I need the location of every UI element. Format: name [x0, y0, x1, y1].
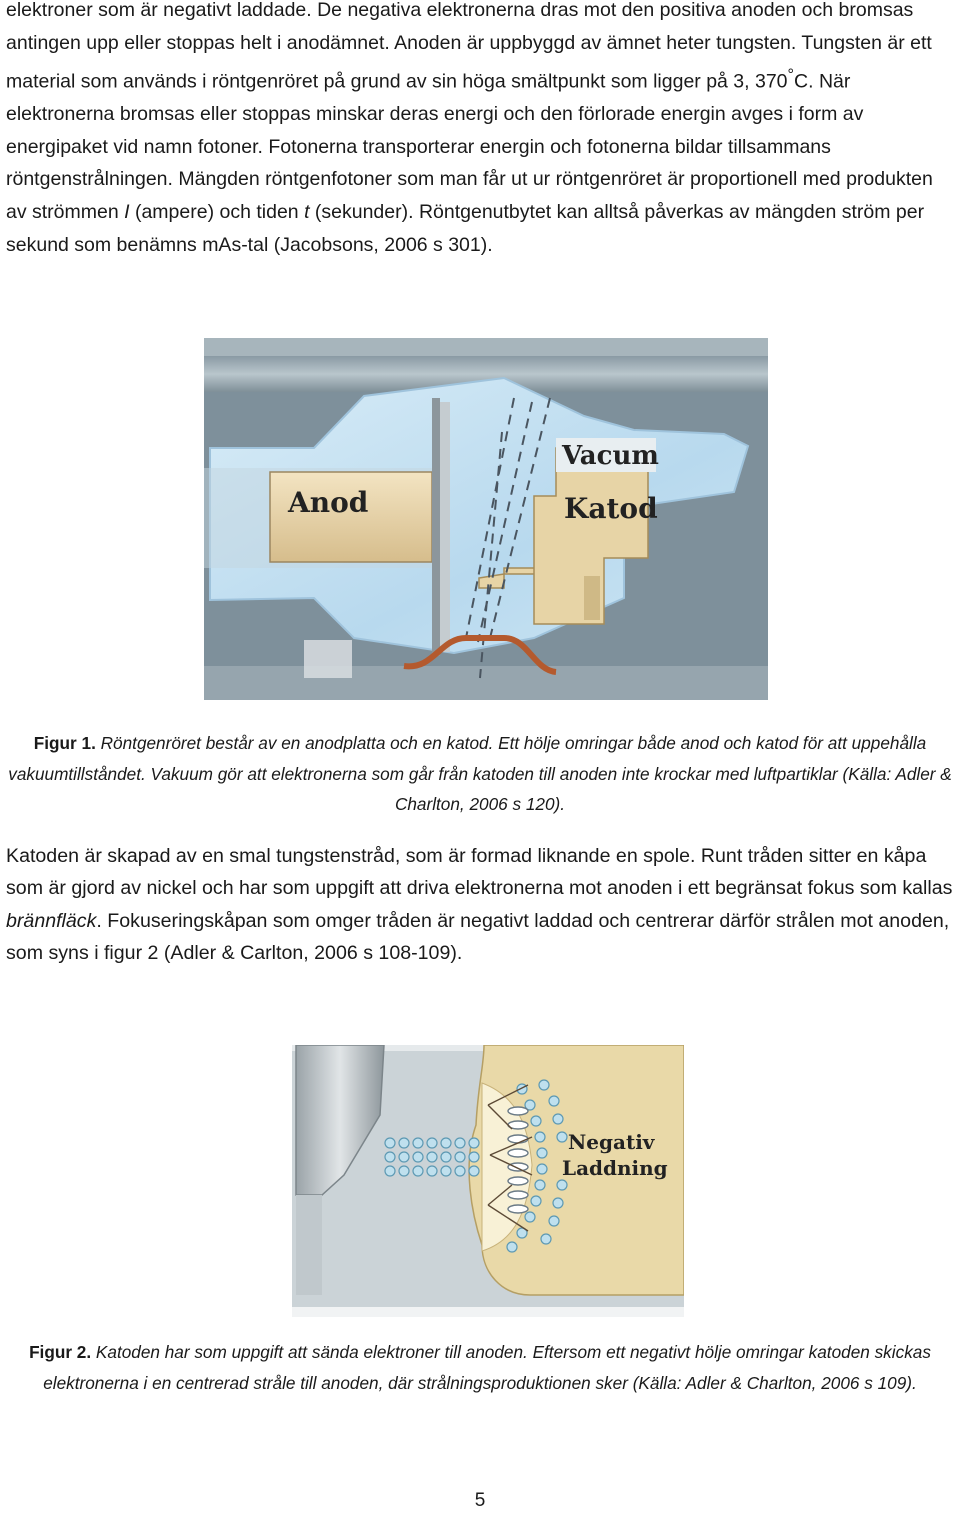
vacuum-label: Vacum [562, 441, 659, 471]
anode-label: Anod [288, 486, 369, 519]
body-paragraph-1: elektroner som är negativt laddade. De negativa elektronerna dras mot den positiva anoden och bromsas antingen upp eller stoppas helt i anodämnet. Anoden är uppbyggd av ämnet heter tungsten. Tungsten är ett material som används i röntgenröret på grund av sin höga smältpunkt som ligger på 3, 370°C. När elektronerna bromsas eller stoppas minskar deras energi och den förlorade energin avges i form av energipaket vid namn fotoner. Fotonerna transporterar energin och fotonerna bildar tillsammans röntgenstrålningen. Mängden röntgenfotoner som man får ut ur röntgenröret är proportionell med produkten av strömmen I (ampere) och tiden t (sekunder). Röntgenutbytet kan alltså påverkas av mängden ström per sekund som benämns mAs-tal (Jacobsons, 2006 s 301). [6, 0, 933, 256]
figure-2-cathode-focusing-diagram [292, 1045, 684, 1317]
page-number: 5 [474, 1490, 486, 1511]
negative-charge-label-line1: Negativ [568, 1130, 655, 1154]
negative-charge-label-line2: Laddning [562, 1156, 668, 1180]
figure-1-xray-tube-diagram [204, 338, 768, 700]
current-symbol: I [124, 201, 130, 224]
figure-2-caption: Figur 2. Katoden har som uppgift att sända elektroner till anoden. Eftersom ett negativt hölje omringar katoden skickas elektronerna i en centrerad stråle till anoden, där strålningsproduktionen sker (Källa: Adler & Charlton, 2006 s 109). [29, 1342, 931, 1393]
degree-sign: ° [787, 66, 795, 85]
cathode-label: Katod [564, 492, 658, 525]
figure-1-caption: Figur 1. Röntgenröret består av en anodplatta och en katod. Ett hölje omringar både anod och katod för att uppehålla vakuumtillståndet. Vakuum gör att elektronerna som går från katoden till anoden inte krockar med luftpartiklar (Källa: Adler & Charlton, 2006 s 120). [8, 733, 952, 814]
time-symbol: t [304, 201, 310, 224]
body-paragraph-2: Katoden är skapad av en smal tungstenstråd, som är formad liknande en spole. Runt tråden sitter en kåpa som är gjord av nickel och har som uppgift att driva elektronerna mot anoden i ett begränsat fokus som kallas brännfläck. Fokuseringskåpan som omger tråden är negativt laddad och centrerar därför strålen mot anoden, som syns i figur 2 (Adler & Carlton, 2006 s 108-109). [6, 845, 953, 964]
focal-spot-term: brännfläck [6, 909, 97, 932]
